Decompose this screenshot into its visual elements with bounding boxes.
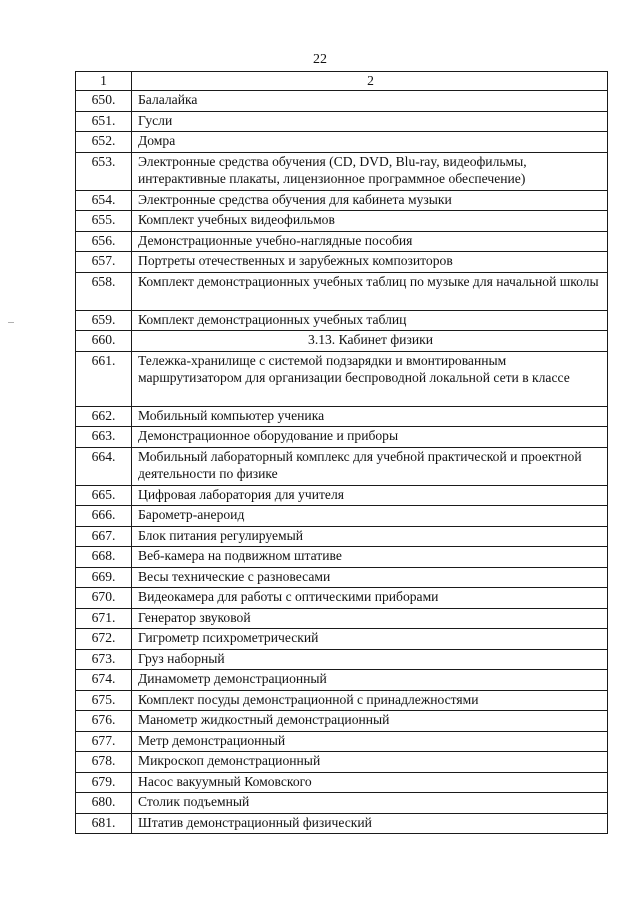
- table-row: [76, 711, 608, 732]
- table-row: [76, 406, 608, 427]
- row-number: 650.: [76, 91, 132, 112]
- table-row: [76, 91, 608, 112]
- table-row: [76, 588, 608, 609]
- row-text: Цифровая лаборатория для учителя: [132, 485, 608, 506]
- row-text: Мобильный лабораторный комплекс для учебной практической и проектной деятельности по физике: [132, 447, 608, 485]
- row-text: Барометр-анероид: [132, 506, 608, 527]
- table-row: [76, 772, 608, 793]
- row-text: Столик подъемный: [132, 793, 608, 814]
- section-heading-row: [76, 331, 608, 352]
- row-text: Тележка-хранилище с системой подзарядки и вмонтированным маршрутизатором для организации беспроводной локальной сети в классе: [132, 351, 608, 406]
- row-number: 677.: [76, 731, 132, 752]
- row-text: Блок питания регулируемый: [132, 526, 608, 547]
- row-text: Мобильный компьютер ученика: [132, 406, 608, 427]
- row-number: 662.: [76, 406, 132, 427]
- row-number: 656.: [76, 231, 132, 252]
- table-row: [76, 629, 608, 650]
- row-number: 676.: [76, 711, 132, 732]
- row-text: Демонстрационные учебно-наглядные пособия: [132, 231, 608, 252]
- row-number: 673.: [76, 649, 132, 670]
- row-number: 679.: [76, 772, 132, 793]
- row-number: 654.: [76, 190, 132, 211]
- row-number: 681.: [76, 813, 132, 834]
- table-row: [76, 211, 608, 232]
- table-row: [76, 252, 608, 273]
- table-row: [76, 231, 608, 252]
- table-row: [76, 547, 608, 568]
- table-row: [76, 813, 608, 834]
- row-text: Веб-камера на подвижном штативе: [132, 547, 608, 568]
- row-number: 655.: [76, 211, 132, 232]
- table-row: [76, 506, 608, 527]
- row-number: 661.: [76, 351, 132, 406]
- row-text: Видеокамера для работы с оптическими приборами: [132, 588, 608, 609]
- row-number: 680.: [76, 793, 132, 814]
- row-number: 651.: [76, 111, 132, 132]
- row-text: Метр демонстрационный: [132, 731, 608, 752]
- table-row: [76, 670, 608, 691]
- table-row: [76, 793, 608, 814]
- table-row: [76, 752, 608, 773]
- row-text: Домра: [132, 132, 608, 153]
- row-number: 670.: [76, 588, 132, 609]
- row-number: 671.: [76, 608, 132, 629]
- row-text: Комплект демонстрационных учебных таблиц по музыке для начальной школы: [132, 272, 608, 310]
- row-text: Штатив демонстрационный физический: [132, 813, 608, 834]
- table-row: [76, 608, 608, 629]
- row-text: Гигрометр психрометрический: [132, 629, 608, 650]
- row-number: 660.: [76, 331, 132, 352]
- row-text: Комплект учебных видеофильмов: [132, 211, 608, 232]
- table-row: [76, 649, 608, 670]
- row-text: Груз наборный: [132, 649, 608, 670]
- row-text: Весы технические с разновесами: [132, 567, 608, 588]
- row-text: Гусли: [132, 111, 608, 132]
- table-row: [76, 447, 608, 485]
- margin-mark: [8, 322, 14, 323]
- row-text: Портреты отечественных и зарубежных композиторов: [132, 252, 608, 273]
- row-number: 666.: [76, 506, 132, 527]
- table-row: [76, 567, 608, 588]
- row-text: Микроскоп демонстрационный: [132, 752, 608, 773]
- row-text: Насос вакуумный Комовского: [132, 772, 608, 793]
- equipment-table: [75, 71, 608, 834]
- row-text: Комплект демонстрационных учебных таблиц: [132, 310, 608, 331]
- table-row: [76, 731, 608, 752]
- table-row: [76, 310, 608, 331]
- row-number: 678.: [76, 752, 132, 773]
- row-number: 667.: [76, 526, 132, 547]
- row-number: 672.: [76, 629, 132, 650]
- row-number: 663.: [76, 427, 132, 448]
- row-number: 658.: [76, 272, 132, 310]
- row-text: Демонстрационное оборудование и приборы: [132, 427, 608, 448]
- table-row: [76, 485, 608, 506]
- table-header-row: [76, 72, 608, 91]
- row-number: 675.: [76, 690, 132, 711]
- row-number: 668.: [76, 547, 132, 568]
- section-heading: 3.13. Кабинет физики: [132, 331, 608, 352]
- row-text: Динамометр демонстрационный: [132, 670, 608, 691]
- table-row: [76, 427, 608, 448]
- row-number: 657.: [76, 252, 132, 273]
- row-text: Балалайка: [132, 91, 608, 112]
- row-text: Электронные средства обучения для кабинета музыки: [132, 190, 608, 211]
- table-row: [76, 526, 608, 547]
- row-number: 665.: [76, 485, 132, 506]
- row-number: 674.: [76, 670, 132, 691]
- table-row: [76, 132, 608, 153]
- row-text: Комплект посуды демонстрационной с принадлежностями: [132, 690, 608, 711]
- header-col-item: 2: [132, 72, 608, 91]
- row-number: 664.: [76, 447, 132, 485]
- row-number: 669.: [76, 567, 132, 588]
- row-text: Манометр жидкостный демонстрационный: [132, 711, 608, 732]
- table-row: [76, 111, 608, 132]
- table-row: [76, 152, 608, 190]
- row-text: Электронные средства обучения (CD, DVD, Blu-ray, видеофильмы, интерактивные плакаты, лицензионное программное обеспечение): [132, 152, 608, 190]
- table-row: [76, 690, 608, 711]
- table-row: [76, 272, 608, 310]
- table-row: [76, 351, 608, 406]
- table-row: [76, 190, 608, 211]
- row-number: 652.: [76, 132, 132, 153]
- page-number: 22: [313, 52, 327, 67]
- row-text: Генератор звуковой: [132, 608, 608, 629]
- row-number: 659.: [76, 310, 132, 331]
- header-col-number: 1: [76, 72, 132, 91]
- row-number: 653.: [76, 152, 132, 190]
